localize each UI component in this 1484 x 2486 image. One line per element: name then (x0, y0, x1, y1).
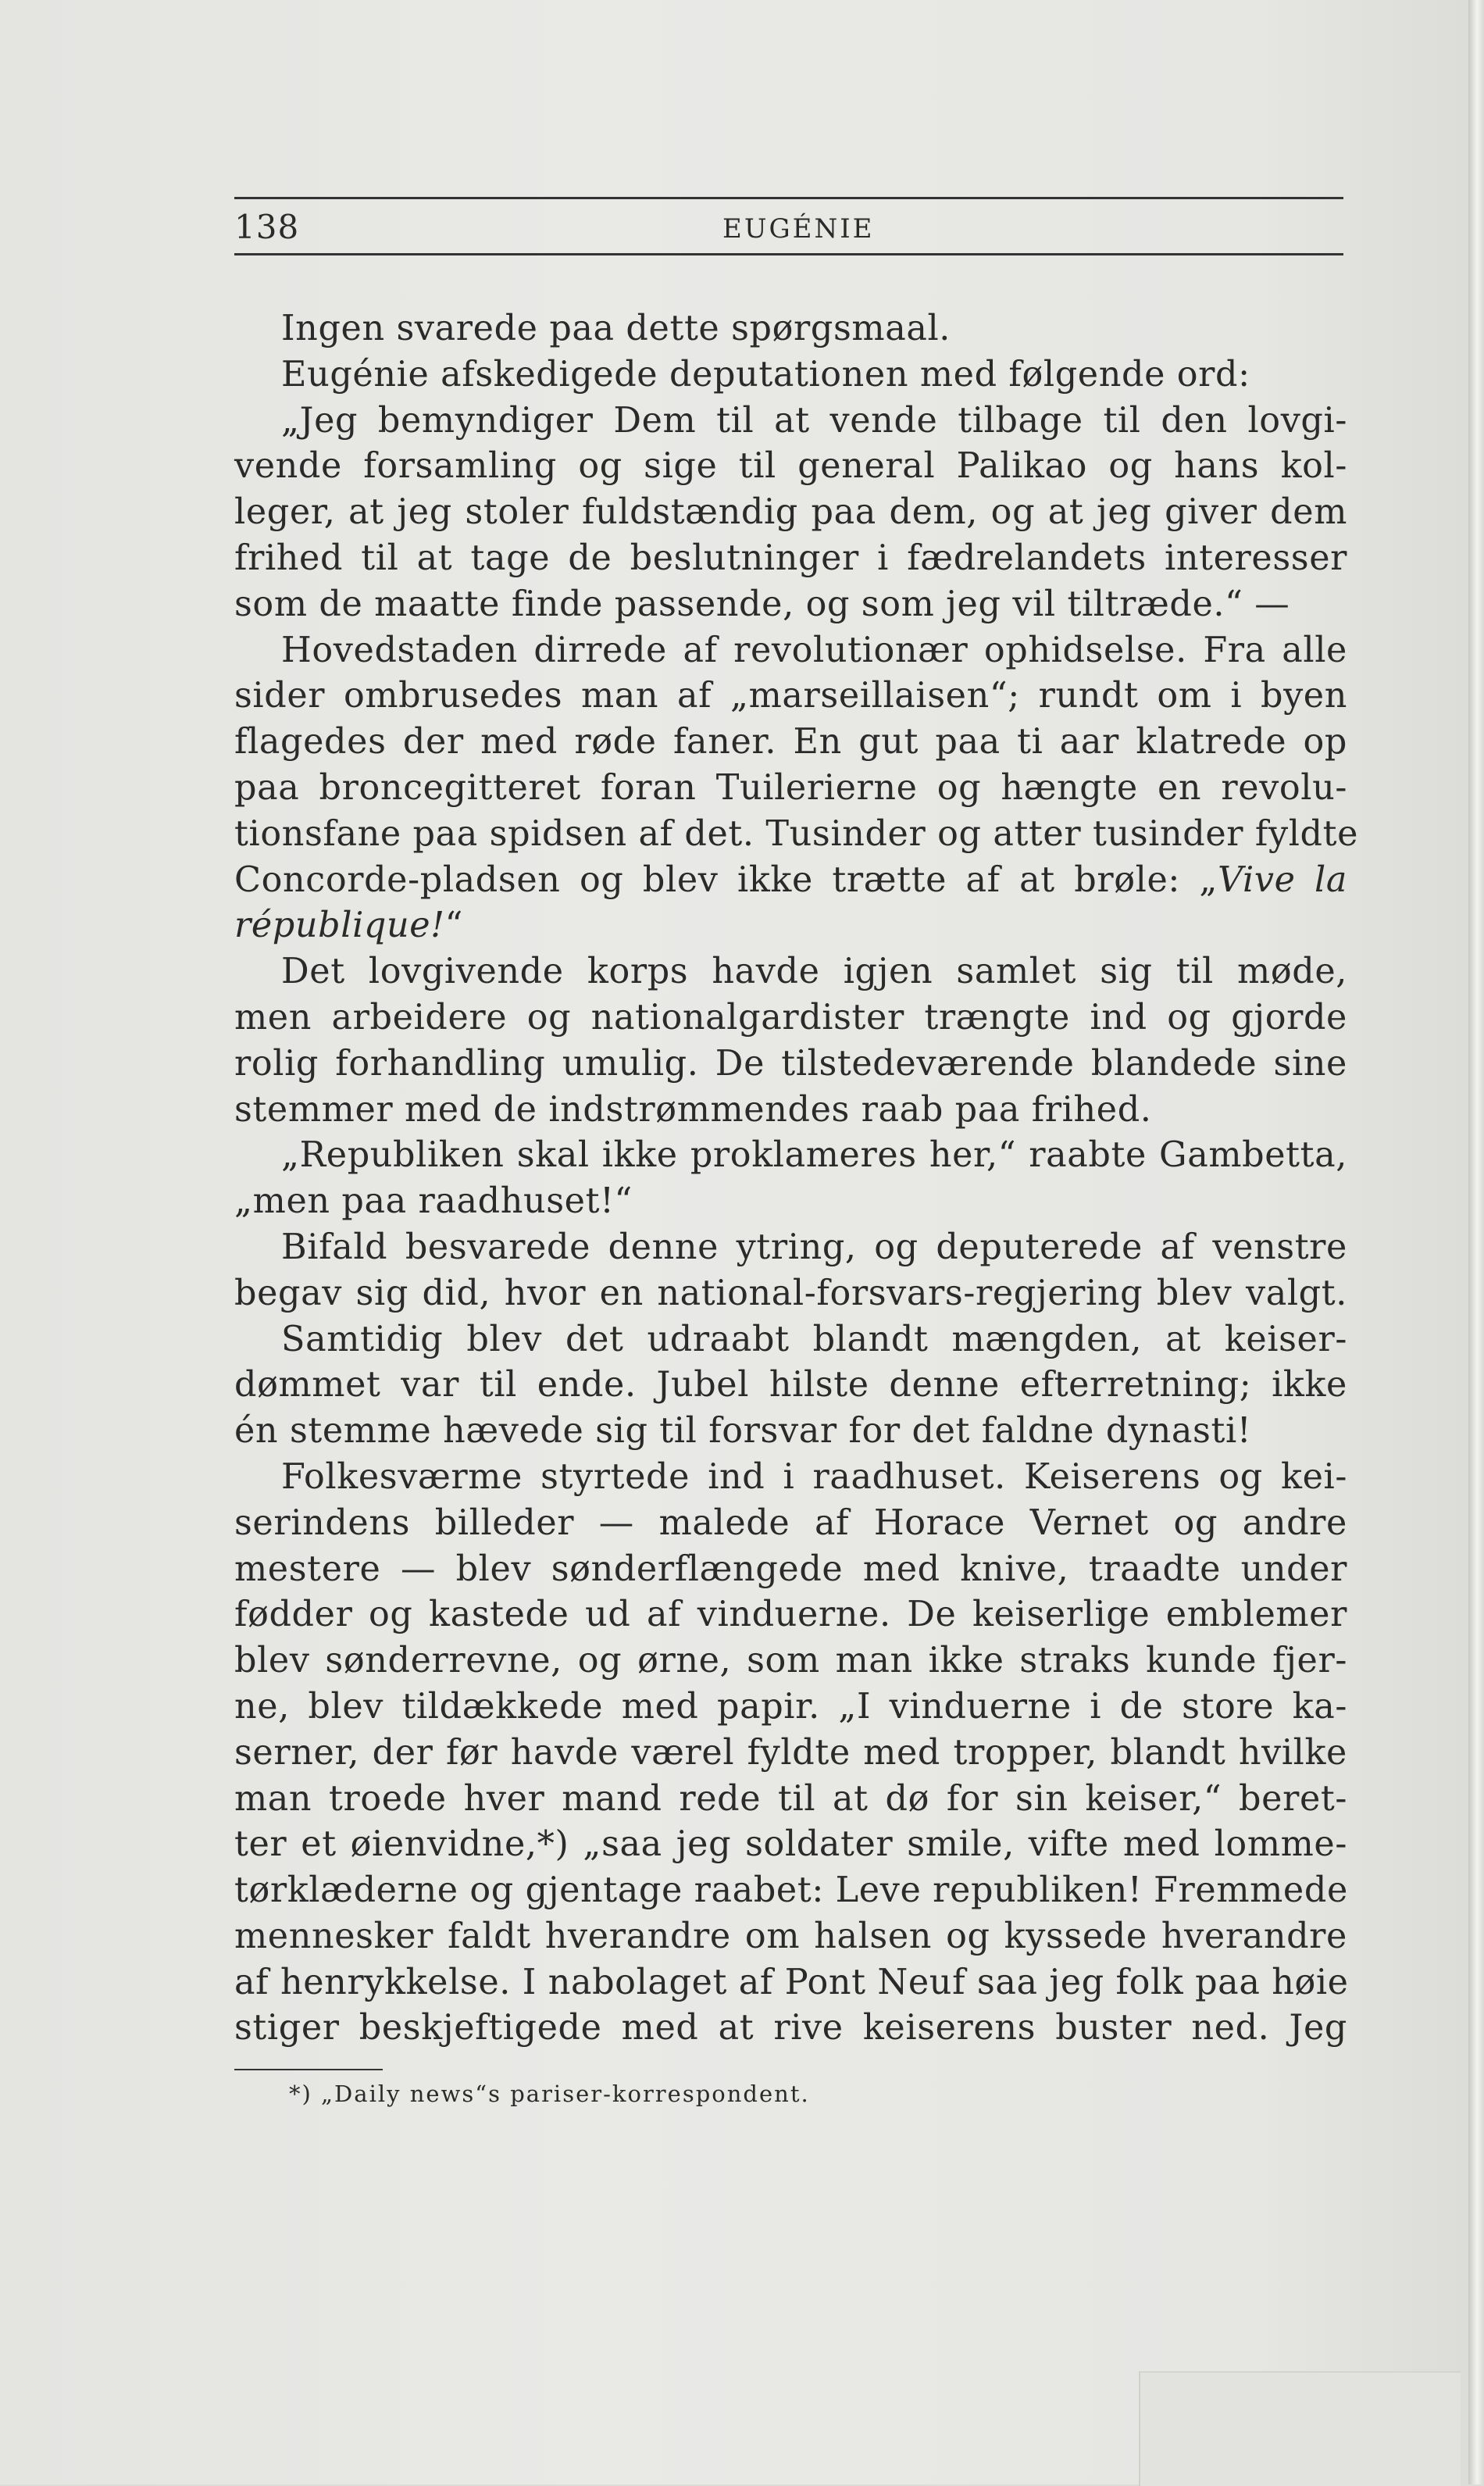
text-line: vende forsamling og sige til general Palikao og hans kol- (234, 446, 1347, 487)
text-line: leger, at jeg stoler fuldstændig paa dem, og at jeg giver dem (234, 492, 1347, 533)
running-title: EUGÉNIE (722, 213, 875, 245)
text-line: fødder og kastede ud af vinduerne. De keiserlige emblemer (234, 1595, 1347, 1635)
footnote: *) „Daily news“s pariser-korrespondent. (289, 2081, 810, 2107)
text-line: „men paa raadhuset!“ (234, 1181, 633, 1222)
page-corner-fold (1139, 2371, 1461, 2486)
text-line: begav sig did, hvor en national-forsvars-regjering blev valgt. (234, 1273, 1347, 1313)
text-line: Hovedstaden dirrede af revolutionær ophidselse. Fra alle (281, 630, 1347, 670)
text-line: stemmer med de indstrømmendes raab paa frihed. (234, 1089, 1152, 1130)
text-line: Folkesværme styrtede ind i raadhuset. Keiserens og kei- (281, 1456, 1347, 1497)
text-line: blev sønderrevne, og ørne, som man ikke straks kunde fjer- (234, 1641, 1347, 1681)
text-line: Concorde-pladsen og blev ikke trætte af at brøle: „Vive la (234, 859, 1347, 900)
text-line: Eugénie afskedigede deputationen med følgende ord: (281, 354, 1250, 395)
text-line: stiger beskjeftigede med at rive keiserens buster ned. Jeg (234, 2008, 1347, 2048)
text-line: république!“ (234, 905, 464, 946)
text-line: som de maatte finde passende, og som jeg vil tiltræde.“ — (234, 584, 1290, 624)
text-line: Bifald besvarede denne ytring, og deputerede af venstre (281, 1227, 1347, 1267)
text-line: Ingen svarede paa dette spørgsmaal. (281, 309, 951, 348)
text-line: af henrykkelse. I nabolaget af Pont Neuf saa jeg folk paa høie (234, 1962, 1349, 2002)
page-edge (1468, 0, 1484, 2484)
text-line: men arbeidere og nationalgardister trængte ind og gjorde (234, 997, 1347, 1038)
text-line: mestere — blev sønderflængede med knive, traadte under (234, 1548, 1347, 1589)
text-line: man troede hver mand rede til at dø for sin keiser,“ beret- (234, 1778, 1347, 1819)
header-rule-top (234, 197, 1343, 199)
text-line: paa broncegitteret foran Tuilerierne og hængte en revolu- (234, 767, 1347, 808)
text-line: „Jeg bemyndiger Dem til at vende tilbage til den lovgi- (281, 400, 1347, 441)
text-line: mennesker faldt hverandre om halsen og kyssede hverandre (234, 1916, 1347, 1956)
text-line: sider ombrusedes man af „marseillaisen“; rundt om i byen (234, 676, 1347, 716)
text-line: serner, der før havde værel fyldte med tropper, blandt hvilke (234, 1732, 1347, 1773)
body-text (234, 306, 1359, 2052)
text-line: tørklæderne og gjentage raabet: Leve republiken! Fremmede (234, 1870, 1348, 1911)
text-line: én stemme hævede sig til forsvar for det faldne dynasti! (234, 1411, 1252, 1452)
text-line: ne, blev tildækkede med papir. „I vinduerne i de store ka- (234, 1686, 1347, 1727)
text-line: frihed til at tage de beslutninger i fædrelandets interesser (234, 538, 1347, 578)
page-number: 138 (234, 208, 300, 246)
text-line: Samtidig blev det udraabt blandt mængden, at keiser- (281, 1319, 1347, 1359)
text-line: „Republiken skal ikke proklameres her,“ raabte Gambetta, (281, 1135, 1347, 1176)
text-line: serindens billeder — malede af Horace Vernet og andre (234, 1502, 1347, 1543)
text-line: flagedes der med røde faner. En gut paa ti aar klatrede op (234, 722, 1347, 763)
text-line: tionsfane paa spidsen af det. Tusinder og atter tusinder fyldte (234, 813, 1359, 854)
text-line: dømmet var til ende. Jubel hilste denne efterretning; ikke (234, 1365, 1347, 1406)
text-line: ter et øienvidne,*) „saa jeg soldater smile, vifte med lomme- (234, 1824, 1347, 1865)
footnote-rule (234, 2069, 383, 2070)
text-line: rolig forhandling umulig. De tilstedeværende blandede sine (234, 1043, 1347, 1084)
header-rule-bottom (234, 253, 1343, 255)
text-line: Det lovgivende korps havde igjen samlet sig til møde, (281, 952, 1347, 992)
